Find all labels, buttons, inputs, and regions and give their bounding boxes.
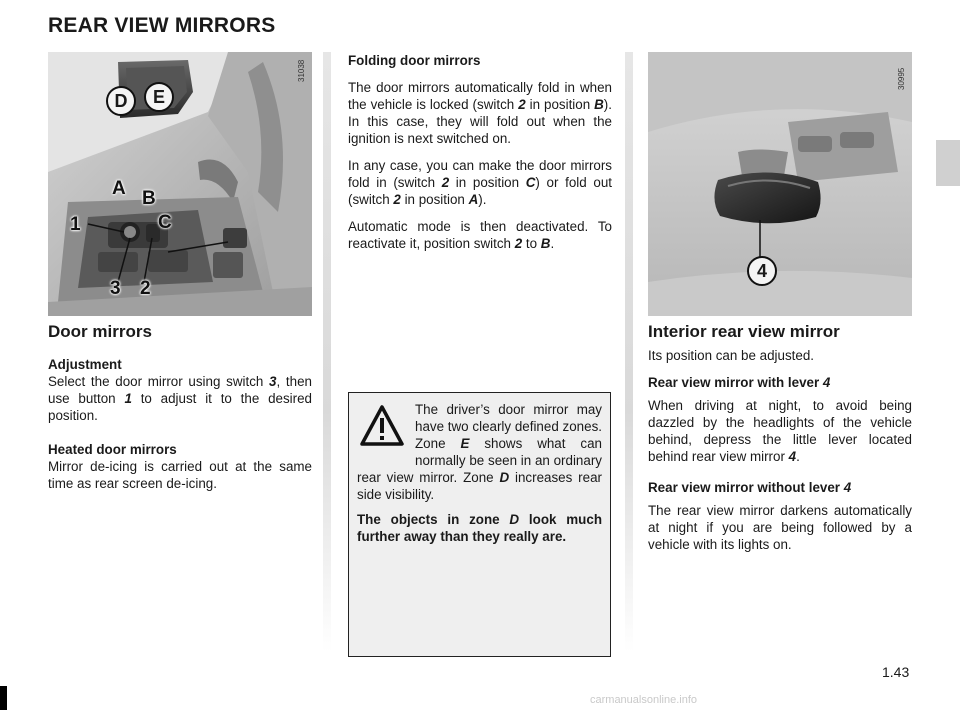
callout-e: E: [144, 82, 174, 112]
warning-text: The driver’s door mirror may have two clearly defined zones. Zone E shows what can normally be seen in an ordinary rear view mirror. Zone D increases rear side visibility. The objects in zone D look much further away than they really are.: [357, 402, 602, 544]
interior-mirror-illustration: [648, 52, 912, 316]
door-mirrors-heading: Door mirrors: [48, 322, 152, 341]
warning-box: [348, 392, 611, 657]
figure-code: 30995: [897, 67, 906, 90]
callout-4: 4: [747, 256, 777, 286]
interior-intro: Its position can be adjusted.: [648, 348, 815, 363]
column-divider: [625, 52, 633, 652]
page-number: 1.43: [882, 664, 910, 680]
door-panel-illustration: [48, 52, 312, 316]
section-tab: [936, 140, 960, 186]
page-title: REAR VIEW MIRRORS: [48, 14, 276, 37]
callout-b: B: [142, 188, 156, 209]
without-lever-subheading: Rear view mirror without lever 4: [648, 480, 852, 495]
interior-mirror-figure: [648, 52, 912, 316]
folding-subheading: Folding door mirrors: [348, 53, 481, 68]
adjustment-text: to adjust it to the desired position.: [48, 391, 313, 423]
callout-c: C: [158, 212, 172, 233]
folding-paragraph: In any case, you can make the door mirrors fold in (switch 2 in position C) or fold out (switch 2 in position A).: [348, 158, 612, 207]
footer-watermark: carmanualsonline.info: [590, 694, 698, 706]
heated-subheading: Heated door mirrors: [48, 442, 177, 457]
without-lever-text: The rear view mirror darkens automatically at night if you are being followed by a vehicle with its lights on.: [648, 503, 912, 552]
folding-paragraph: The door mirrors automatically fold in when the vehicle is locked (switch 2 in position B). In this case, they will fold out when the ignition is next switched on.: [348, 80, 612, 146]
switch-ref: 3: [269, 374, 277, 389]
adjustment-text: , then use button: [48, 374, 312, 406]
door-switch-figure: [48, 52, 312, 316]
callout-2: 2: [140, 278, 151, 299]
with-lever-subheading: Rear view mirror with lever 4: [648, 375, 831, 390]
folding-paragraph: Automatic mode is then deactivated. To reactivate it, position switch 2 to B.: [348, 219, 612, 251]
figure-code: 31038: [297, 59, 306, 82]
adjustment-text: Select the door mirror using switch: [48, 374, 270, 389]
callout-3: 3: [110, 278, 121, 299]
folding-section: [348, 52, 612, 262]
column-divider: [323, 52, 331, 652]
heated-text: Mirror de-icing is carried out at the same time as rear screen de-icing.: [48, 459, 312, 491]
callout-a: A: [112, 178, 126, 199]
button-ref: 1: [124, 391, 132, 406]
interior-mirror-heading: Interior rear view mirror: [648, 322, 840, 341]
adjustment-subheading: Adjustment: [48, 357, 122, 372]
door-mirrors-body: [48, 356, 312, 502]
with-lever-text: When driving at night, to avoid being dazzled by the headlights of the vehicle behind, depress the little lever located behind rear view mirror 4.: [648, 398, 912, 464]
callout-d: D: [106, 86, 136, 116]
corner-mark: [0, 686, 7, 710]
callout-1: 1: [70, 214, 81, 235]
interior-mirror-body: [648, 347, 912, 563]
